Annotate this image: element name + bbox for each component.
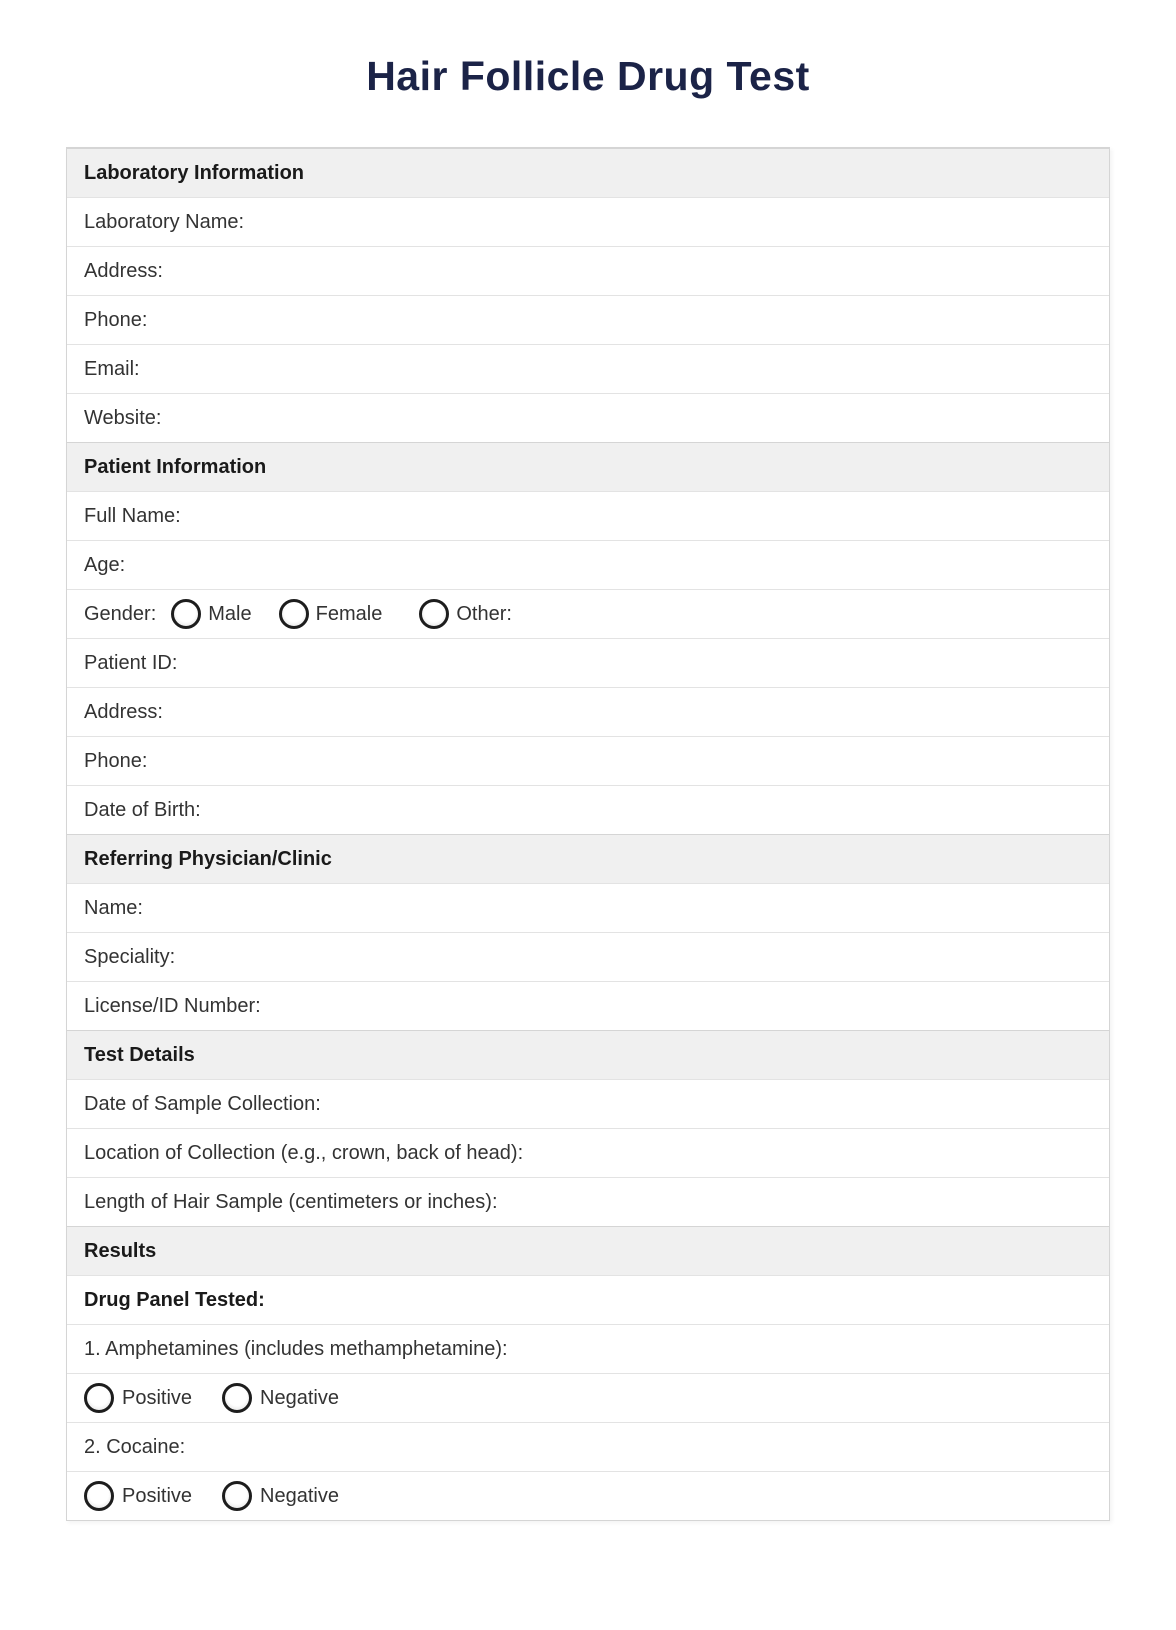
radio-amphetamines-negative[interactable]: [222, 1383, 252, 1413]
form-row-patient-id[interactable]: [67, 638, 1109, 687]
form-row-patient-phone[interactable]: [67, 736, 1109, 785]
radio-gender-female[interactable]: [279, 599, 309, 629]
form-row-physician-name[interactable]: [67, 883, 1109, 932]
form-row-physician-speciality[interactable]: [67, 932, 1109, 981]
radio-label-negative: Negative: [260, 1484, 339, 1507]
field-label: Age:: [84, 553, 126, 576]
radio-label-female: Female: [315, 602, 383, 625]
radio-cocaine-positive[interactable]: [84, 1481, 114, 1511]
field-label: Date of Sample Collection:: [84, 1092, 321, 1115]
form-row-physician-license[interactable]: [67, 981, 1109, 1030]
section-header-test-details: [67, 1030, 1109, 1079]
radio-label-other: Other:: [456, 602, 512, 625]
field-label: License/ID Number:: [84, 994, 261, 1017]
section-header-label: Patient Information: [84, 455, 267, 478]
radio-label-negative: Negative: [260, 1386, 339, 1409]
radio-label-positive: Positive: [122, 1386, 193, 1409]
section-header-label: Test Details: [84, 1043, 195, 1066]
radio-amphetamines-positive[interactable]: [84, 1383, 114, 1413]
radio-label-male: Male: [208, 602, 252, 625]
field-label: Location of Collection (e.g., crown, back of head):: [84, 1141, 524, 1164]
field-label: 1. Amphetamines (includes methamphetamine):: [84, 1337, 508, 1360]
field-label: Phone:: [84, 749, 148, 772]
form-row-gender: [67, 589, 1109, 638]
field-label: Phone:: [84, 308, 148, 331]
form-row-patient-address[interactable]: [67, 687, 1109, 736]
field-label: Length of Hair Sample (centimeters or inches):: [84, 1190, 498, 1213]
field-label: Laboratory Name:: [84, 210, 245, 233]
field-label: Address:: [84, 259, 163, 282]
radio-gender-other[interactable]: [419, 599, 449, 629]
field-label: Speciality:: [84, 945, 176, 968]
form-row-amphetamines-result: [67, 1373, 1109, 1422]
form-row-laboratory-address[interactable]: [67, 246, 1109, 295]
form-row-laboratory-email[interactable]: [67, 344, 1109, 393]
form-row-collection-location[interactable]: [67, 1128, 1109, 1177]
form-row-patient-dob[interactable]: [67, 785, 1109, 834]
form-row-cocaine-label: [67, 1422, 1109, 1471]
section-header-referring-physician: [67, 834, 1109, 883]
section-header-label: Referring Physician/Clinic: [84, 847, 332, 870]
field-label: Patient ID:: [84, 651, 178, 674]
drug-test-form: [66, 147, 1110, 1521]
field-label: Gender:: [84, 602, 157, 625]
form-row-patient-age[interactable]: [67, 540, 1109, 589]
field-label: Website:: [84, 406, 162, 429]
section-header-patient-information: [67, 442, 1109, 491]
form-row-laboratory-phone[interactable]: [67, 295, 1109, 344]
form-row-cocaine-result: [67, 1471, 1109, 1520]
field-label: Name:: [84, 896, 143, 919]
form-row-laboratory-website[interactable]: [67, 393, 1109, 442]
form-row-collection-date[interactable]: [67, 1079, 1109, 1128]
form-row-laboratory-name[interactable]: [67, 197, 1109, 246]
field-label: Address:: [84, 700, 163, 723]
form-row-drug-panel-tested: [67, 1275, 1109, 1324]
field-label: Full Name:: [84, 504, 181, 527]
field-label: Drug Panel Tested:: [84, 1288, 265, 1311]
field-label: 2. Cocaine:: [84, 1435, 186, 1458]
section-header-laboratory-information: [67, 148, 1109, 197]
radio-gender-male[interactable]: [171, 599, 201, 629]
form-row-amphetamines-label: [67, 1324, 1109, 1373]
radio-label-positive: Positive: [122, 1484, 193, 1507]
page-title: Hair Follicle Drug Test: [366, 53, 810, 99]
section-header-label: Laboratory Information: [84, 161, 305, 184]
field-label: Email:: [84, 357, 140, 380]
field-label: Date of Birth:: [84, 798, 201, 821]
form-row-sample-length[interactable]: [67, 1177, 1109, 1226]
radio-cocaine-negative[interactable]: [222, 1481, 252, 1511]
form-row-patient-full-name[interactable]: [67, 491, 1109, 540]
section-header-results: [67, 1226, 1109, 1275]
section-header-label: Results: [84, 1239, 157, 1262]
